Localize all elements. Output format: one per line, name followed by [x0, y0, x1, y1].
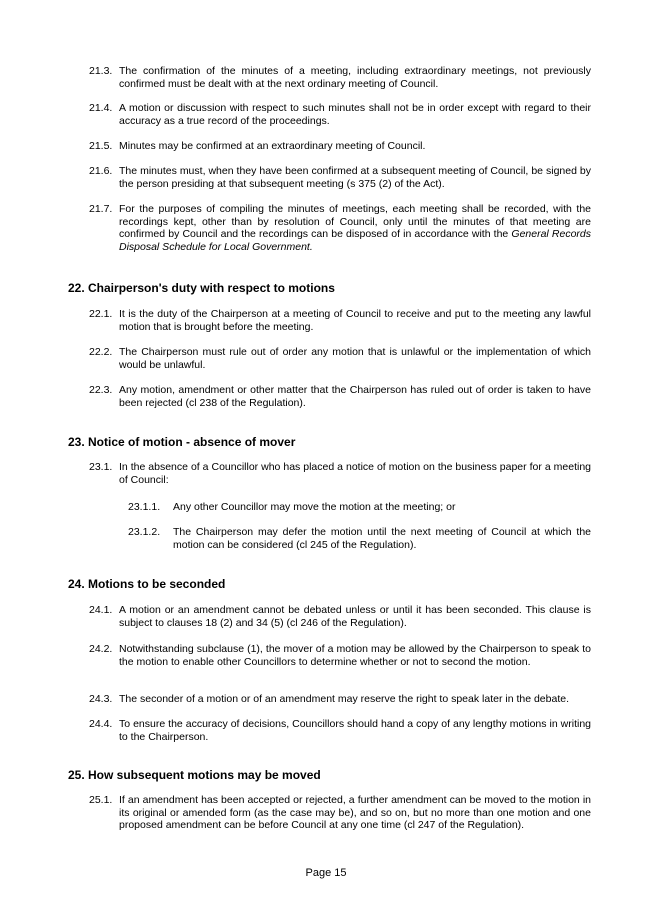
- clause-number: 24.3.: [89, 693, 113, 705]
- clause-24-1: [89, 604, 591, 629]
- clause-22-1: [89, 308, 591, 333]
- clause-number: 23.1.: [89, 461, 113, 473]
- clause-number: 21.6.: [89, 165, 113, 177]
- clause-number: 21.5.: [89, 140, 113, 152]
- clause-number: 21.3.: [89, 65, 113, 77]
- clause-number: 25.1.: [89, 794, 113, 806]
- clause-number: 24.2.: [89, 643, 113, 655]
- clause-text: The minutes must, when they have been confirmed at a subsequent meeting of Council, be signed by the person presiding at that subsequent meeting (s 375 (2) of the Act).: [119, 165, 591, 190]
- clause-22-3: [89, 384, 591, 409]
- clause-21-6: [89, 165, 591, 190]
- clause-23-1-1: [128, 501, 591, 514]
- section-heading-24: 24. Motions to be seconded: [68, 577, 226, 591]
- clause-number: 21.4.: [89, 102, 113, 114]
- clause-number: 22.1.: [89, 308, 113, 320]
- clause-24-4: [89, 718, 591, 743]
- section-heading-25: 25. How subsequent motions may be moved: [68, 768, 321, 782]
- clause-text: Notwithstanding subclause (1), the mover of a motion may be allowed by the Chairperson to speak to the motion to enable other Councillors to determine whether or not to second the motion.: [119, 643, 591, 668]
- clause-number: 23.1.2.: [128, 526, 161, 538]
- clause-text-italic: General Records Disposal Schedule for Local Government.: [119, 228, 591, 253]
- clause-text: In the absence of a Councillor who has placed a notice of motion on the business paper for a meeting of Council:: [119, 461, 591, 486]
- clause-21-4: [89, 102, 591, 127]
- clause-text: Any other Councillor may move the motion at the meeting; or: [173, 501, 456, 513]
- clause-text: [119, 203, 591, 253]
- clause-24-2: [89, 643, 591, 668]
- clause-23-1-2: [128, 526, 591, 551]
- clause-number: 23.1.1.: [128, 501, 161, 513]
- section-heading-23: 23. Notice of motion - absence of mover: [68, 435, 296, 449]
- clause-number: 21.7.: [89, 203, 113, 215]
- page-number: Page 15: [305, 867, 347, 879]
- section-heading-22: 22. Chairperson's duty with respect to motions: [68, 281, 335, 295]
- clause-25-1: [89, 794, 591, 832]
- clause-number: 22.2.: [89, 346, 113, 358]
- clause-text: Any motion, amendment or other matter that the Chairperson has ruled out of order is taken to have been rejected (cl 238 of the Regulation).: [119, 384, 591, 409]
- clause-number: 22.3.: [89, 384, 113, 396]
- clause-21-7: [89, 203, 591, 253]
- clause-text: The seconder of a motion or of an amendment may reserve the right to speak later in the debate.: [119, 693, 570, 705]
- clause-text-part: For the purposes of compiling the minutes of meetings, each meeting shall be recorded, with the recordings kept, other than by resolution of Council, only until the minutes of that meeting are confirmed by Council and the recordings can be disposed of in accordance with the: [119, 203, 591, 241]
- clause-number: 24.4.: [89, 718, 113, 730]
- clause-text: If an amendment has been accepted or rejected, a further amendment can be moved to the motion in its original or amended form (as the case may be), and so on, but no more than one motion and one proposed amendment can be before Council at any one time (cl 247 of the Regulation).: [119, 794, 591, 832]
- clause-text: It is the duty of the Chairperson at a meeting of Council to receive and put to the meeting any lawful motion that is brought before the meeting.: [119, 308, 591, 333]
- clause-text: The Chairperson may defer the motion until the next meeting of Council at which the motion can be considered (cl 245 of the Regulation).: [173, 526, 591, 551]
- clause-23-1: [89, 461, 591, 486]
- clause-22-2: [89, 346, 591, 371]
- clause-24-3: [89, 693, 591, 706]
- clause-text: The Chairperson must rule out of order any motion that is unlawful or the implementation of which would be unlawful.: [119, 346, 591, 371]
- clause-text: A motion or discussion with respect to such minutes shall not be in order except with regard to their accuracy as a true record of the proceedings.: [119, 102, 591, 127]
- clause-21-5: [89, 140, 591, 153]
- clause-text: The confirmation of the minutes of a meeting, including extraordinary meetings, not previously confirmed must be dealt with at the next ordinary meeting of Council.: [119, 65, 591, 90]
- clause-text: To ensure the accuracy of decisions, Councillors should hand a copy of any lengthy motions in writing to the Chairperson.: [119, 718, 591, 743]
- clause-21-3: [89, 65, 591, 90]
- clause-text: Minutes may be confirmed at an extraordinary meeting of Council.: [119, 140, 426, 152]
- clause-text: A motion or an amendment cannot be debated unless or until it has been seconded. This clause is subject to clauses 18 (2) and 34 (5) (cl 246 of the Regulation).: [119, 604, 591, 629]
- clause-number: 24.1.: [89, 604, 113, 616]
